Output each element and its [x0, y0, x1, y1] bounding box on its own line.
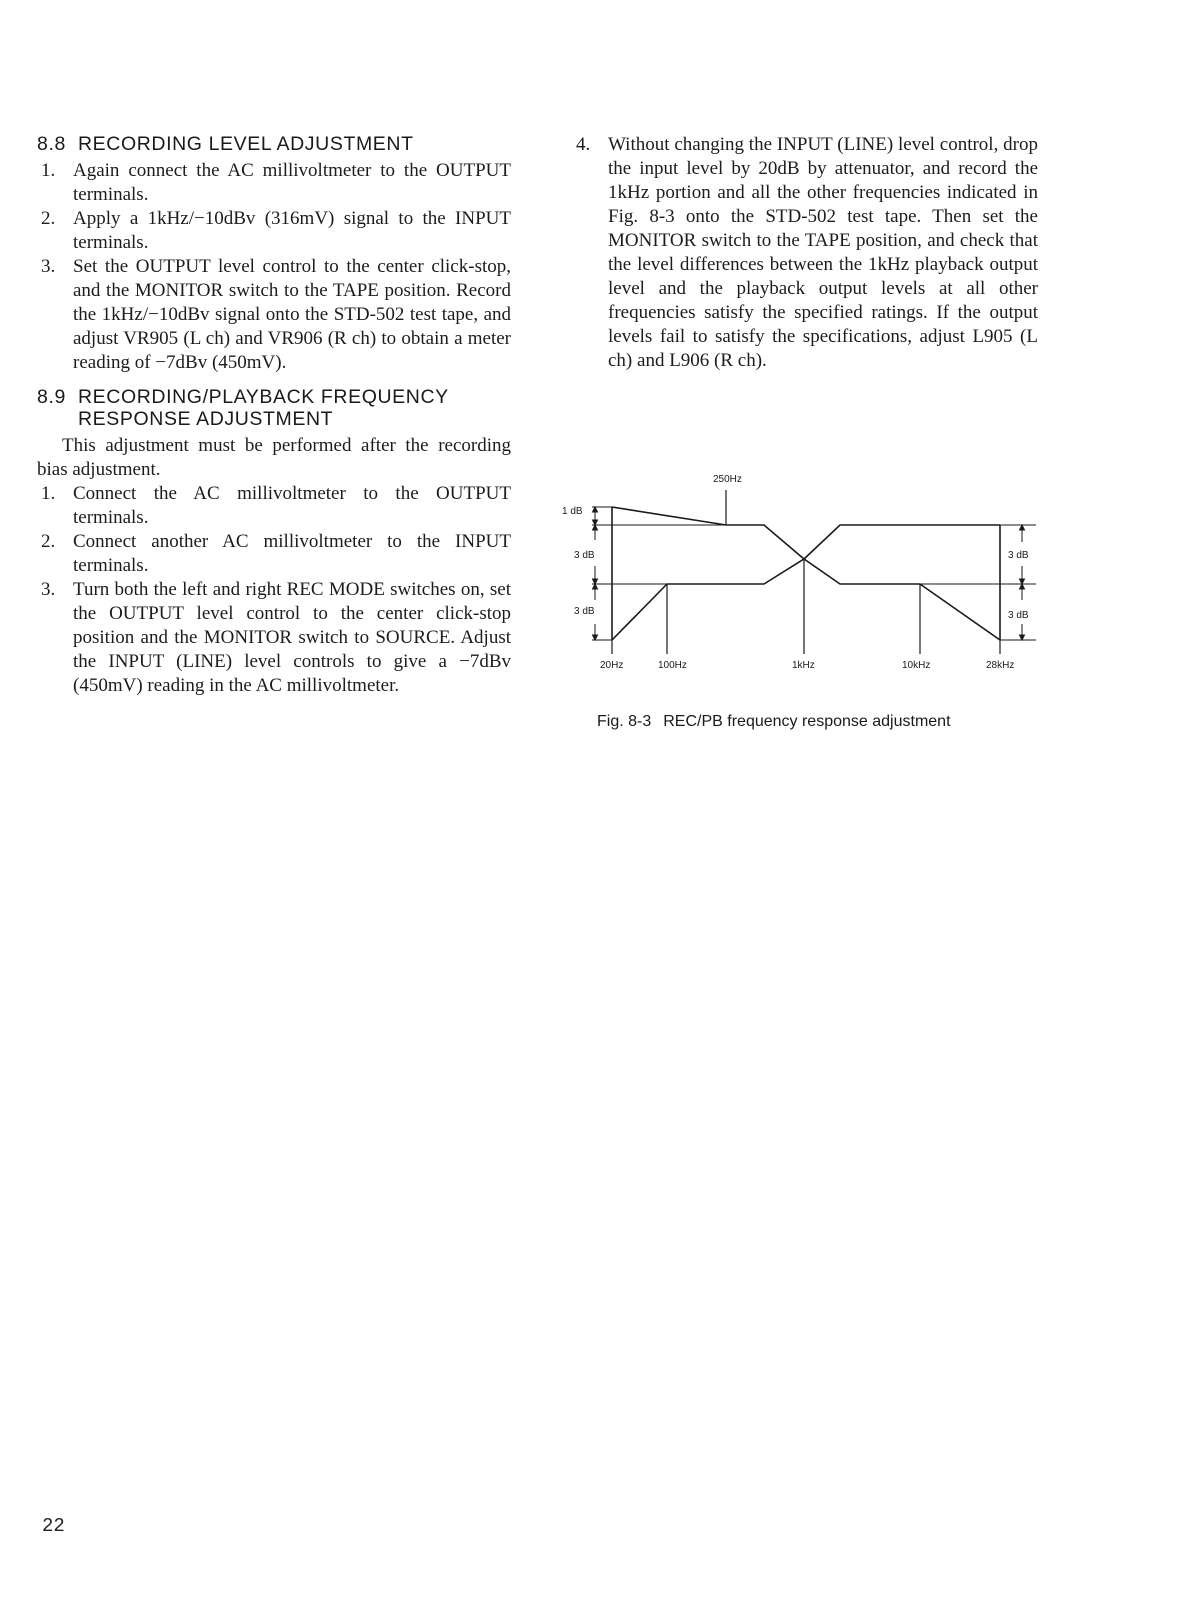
arrowhead — [1020, 584, 1025, 589]
label-100hz: 100Hz — [658, 660, 687, 671]
figure-number: Fig. 8-3 — [597, 713, 652, 730]
label-250hz: 250Hz — [713, 474, 742, 485]
step-text: Connect the AC millivoltmeter to the OUTPUT terminals. — [73, 483, 511, 528]
step-text: Again connect the AC millivoltmeter to the OUTPUT terminals. — [73, 160, 511, 205]
section-title-line1: RECORDING/PLAYBACK FREQUENCY — [78, 386, 449, 408]
arrowhead — [593, 525, 598, 530]
upper-limit-line — [612, 507, 1000, 559]
step-text: Set the OUTPUT level control to the center click-stop, and the MONITOR switch to the TAPE position. Record the 1kHz/−10dBv signal onto the STD-502 test tape, and adjust VR905 (L ch) and VR906 (R ch) to obtain a meter reading of −7dBv (450mV). — [73, 256, 511, 373]
right-column — [572, 133, 1038, 373]
step-number: 2. — [41, 531, 56, 552]
section-8-9-heading — [37, 386, 511, 430]
lower-limit-line — [612, 559, 1000, 640]
diagram-svg — [552, 462, 1052, 682]
label-10khz: 10kHz — [902, 660, 931, 671]
list-item — [37, 207, 511, 255]
list-item — [37, 255, 511, 375]
list-item — [37, 578, 511, 698]
step-number: 4. — [576, 134, 591, 155]
arrowhead — [593, 507, 598, 512]
label-1khz: 1kHz — [792, 660, 815, 671]
list-item — [37, 530, 511, 578]
step-number: 1. — [41, 483, 56, 504]
section-8-8-steps — [37, 159, 511, 375]
section-number: 8.9 — [37, 386, 66, 408]
page-number: 22 — [42, 1515, 65, 1537]
section-8-9-intro: This adjustment must be performed after the recording bias adjustment. — [37, 435, 511, 480]
step-number: 3. — [41, 256, 56, 277]
section-title-line2: RESPONSE ADJUSTMENT — [78, 408, 334, 430]
label-20hz: 20Hz — [600, 660, 624, 671]
label-3db-left-upper: 3 dB — [574, 550, 595, 561]
frequency-response-diagram — [552, 462, 1052, 682]
label-1db: 1 dB — [562, 506, 583, 517]
arrowhead — [1020, 635, 1025, 640]
list-item — [37, 159, 511, 207]
step-text: Turn both the left and right REC MODE switches on, set the OUTPUT level control to the center click-stop position and the MONITOR switch to SOURCE. Adjust the INPUT (LINE) level controls to give a −7dBv (450mV) reading in the AC millivoltmeter. — [73, 579, 511, 696]
figure-caption — [597, 713, 951, 731]
list-item — [572, 133, 1038, 373]
step-text: Connect another AC millivoltmeter to the INPUT terminals. — [73, 531, 511, 576]
section-title: RECORDING LEVEL ADJUSTMENT — [78, 133, 414, 155]
section-8-8-heading — [37, 133, 511, 155]
label-28khz: 28kHz — [986, 660, 1015, 671]
label-3db-right-upper: 3 dB — [1008, 550, 1029, 561]
step-text: Without changing the INPUT (LINE) level control, drop the input level by 20dB by attenuator, and record the 1kHz portion and all the other frequencies indicated in Fig. 8-3 onto the STD-502 test tape. Then set the MONITOR switch to the TAPE position, and check that the level differences between the 1kHz playback output level and the playback output levels at all other frequencies satisfy the specified ratings. If the output levels fail to satisfy the specifications, adjust L905 (L ch) and L906 (R ch). — [608, 134, 1038, 371]
step-text: Apply a 1kHz/−10dBv (316mV) signal to the INPUT terminals. — [73, 208, 511, 253]
section-8-9-steps-continued — [572, 133, 1038, 373]
step-number: 1. — [41, 160, 56, 181]
left-column — [37, 133, 511, 698]
step-number: 2. — [41, 208, 56, 229]
list-item — [37, 482, 511, 530]
label-3db-left-lower: 3 dB — [574, 606, 595, 617]
arrowhead — [1020, 525, 1025, 530]
arrowhead — [593, 635, 598, 640]
section-8-9-steps — [37, 482, 511, 698]
section-number: 8.8 — [37, 133, 66, 155]
figure-caption-text: REC/PB frequency response adjustment — [663, 713, 951, 730]
arrowhead — [593, 584, 598, 589]
label-3db-right-lower: 3 dB — [1008, 610, 1029, 621]
step-number: 3. — [41, 579, 56, 600]
